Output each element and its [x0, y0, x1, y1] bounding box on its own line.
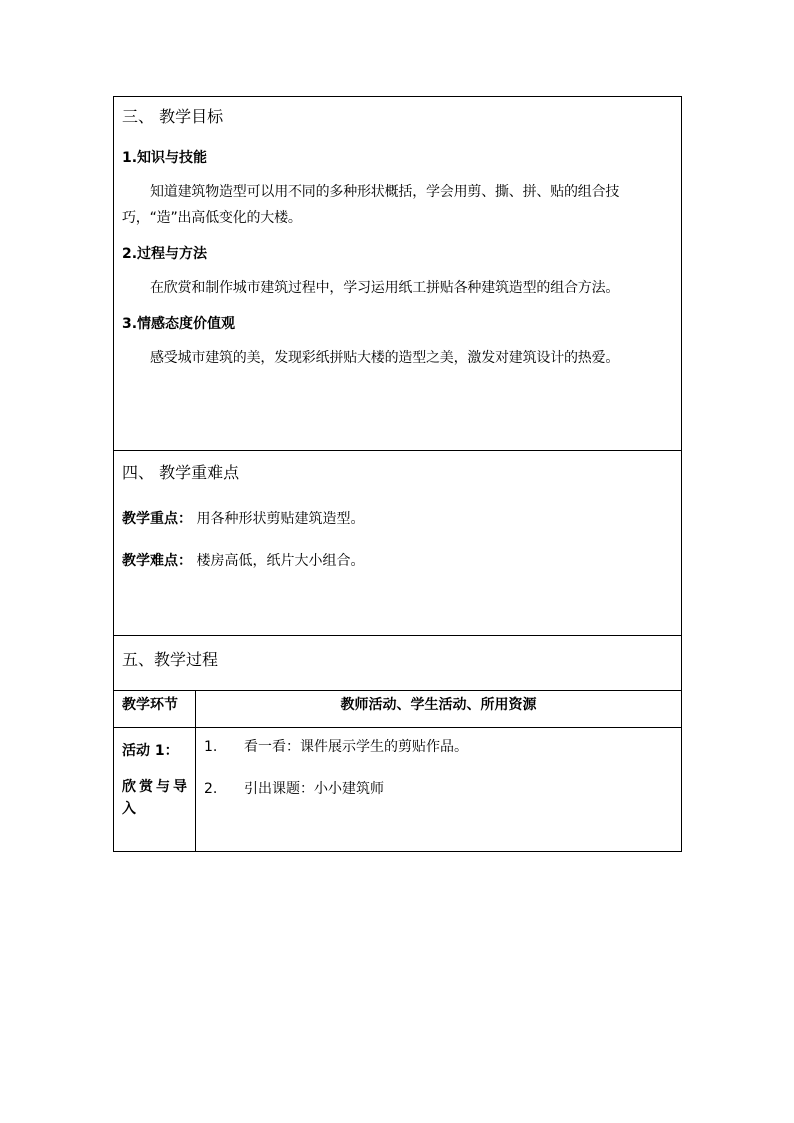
- list-item: [204, 778, 681, 800]
- teaching-objectives-section: [113, 96, 682, 451]
- step-text: 看一看：课件展示学生的剪贴作品。: [244, 739, 468, 755]
- column-header-stage: 教学环节: [114, 691, 196, 727]
- process-table-header: [113, 691, 682, 728]
- difficulty-line: [122, 551, 681, 571]
- objective-title: 3.情感态度价值观: [122, 316, 236, 332]
- key-point-label: 教学重点：: [122, 511, 192, 527]
- list-item: [204, 736, 681, 758]
- objective-text: 知道建筑物造型可以用不同的多种形状概括，学会用剪、撕、拼、贴的组合技巧，“造”出高低变化的大楼。: [122, 184, 620, 226]
- objective-3: [122, 315, 681, 371]
- section-heading-process: 五、教学过程: [122, 650, 219, 669]
- step-number: 1.: [204, 739, 218, 755]
- key-point-text: 用各种形状剪贴建筑造型。: [196, 511, 365, 527]
- objective-title: 1.知识与技能: [122, 150, 208, 166]
- activity-name: 欣赏与导入: [122, 779, 190, 817]
- difficulty-text: 楼房高低，纸片大小组合。: [196, 553, 365, 569]
- activity-stage-cell: [114, 728, 196, 851]
- objective-1: [122, 149, 681, 231]
- table-row: [113, 728, 682, 852]
- difficulty-label: 教学难点：: [122, 553, 192, 569]
- key-point-line: [122, 509, 681, 529]
- objective-2: [122, 245, 681, 301]
- lesson-plan-document: [113, 96, 682, 852]
- activity-steps-cell: [196, 728, 681, 851]
- objective-text: 在欣赏和制作城市建筑过程中，学习运用纸工拼贴各种建筑造型的组合方法。: [150, 280, 620, 296]
- objective-title: 2.过程与方法: [122, 246, 208, 262]
- key-difficulty-section: [113, 451, 682, 636]
- section-heading-objectives: 三、 教学目标: [122, 107, 224, 126]
- column-header-activities: 教师活动、学生活动、所用资源: [340, 697, 537, 713]
- section-heading-key-points: 四、 教学重难点: [122, 463, 240, 482]
- activity-title: 活动 1：: [122, 743, 179, 759]
- objective-text: 感受城市建筑的美，发现彩纸拼贴大楼的造型之美，激发对建筑设计的热爱。: [150, 350, 620, 366]
- step-number: 2.: [204, 781, 218, 797]
- step-text: 引出课题：小小建筑师: [244, 781, 384, 797]
- teaching-process-heading-row: [113, 636, 682, 691]
